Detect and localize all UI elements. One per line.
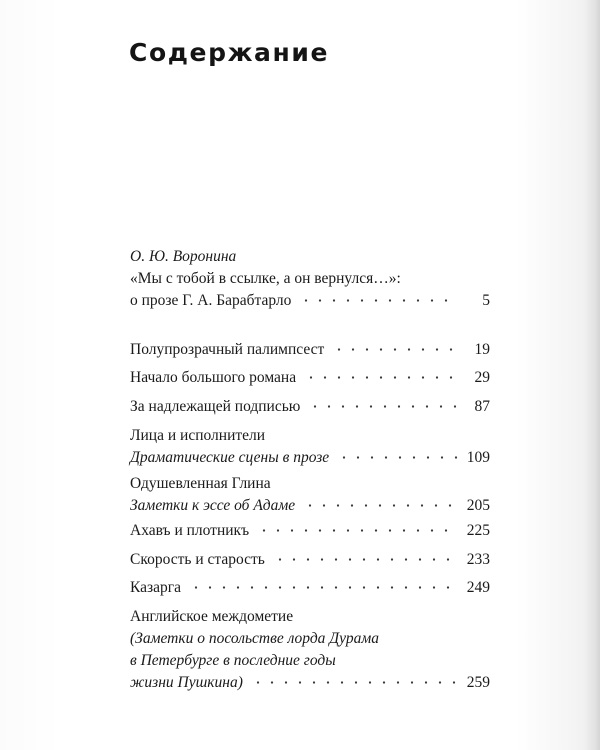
toc-entry: [130, 520, 490, 542]
toc-line: [130, 396, 490, 418]
page-title: Содержание: [129, 38, 330, 67]
toc-subtitle: Заметки к эссе об Адаме: [130, 497, 296, 514]
toc-title: Одушевленная Глина: [130, 475, 271, 492]
toc-entry: [130, 367, 490, 389]
dot-leader: [257, 529, 458, 532]
toc-subtitle: (Заметки о посольстве лорда Дурама: [130, 630, 379, 647]
toc-entry: [130, 606, 490, 694]
toc-title: Начало большого романа: [130, 369, 297, 386]
toc-subtitle: жизни Пушкина): [130, 674, 243, 691]
toc-page-number: 5: [482, 292, 490, 309]
toc-page-number: 249: [466, 579, 490, 596]
toc-title: Казарга: [130, 579, 182, 596]
toc-page-number: 19: [474, 341, 490, 358]
toc-page-number: 87: [474, 398, 490, 415]
toc-line: [130, 672, 490, 694]
toc-title: За надлежащей подписью: [130, 398, 301, 415]
toc-line: [130, 495, 490, 517]
toc-entry: [130, 425, 490, 469]
toc-line: [130, 628, 490, 650]
toc-title: «Мы с тобой в ссылке, а он вернулся…»:: [130, 270, 401, 287]
dot-leader: [189, 586, 458, 589]
toc-author: О. Ю. Воронина: [130, 248, 237, 265]
toc-title: Ахавъ и плотникъ: [130, 522, 250, 539]
toc-line: [130, 520, 490, 542]
toc-line: [130, 447, 490, 469]
toc-line: [130, 650, 490, 672]
toc-entry: [130, 473, 490, 517]
toc-line: [130, 367, 490, 389]
toc-entry: [130, 396, 490, 418]
toc-line: [130, 577, 490, 599]
toc-line: [130, 290, 490, 312]
toc-entry: [130, 339, 490, 361]
toc-page-number: 205: [466, 497, 490, 514]
toc-line: [130, 246, 490, 268]
toc-title: Скорость и старость: [130, 551, 265, 568]
dot-leader: [332, 348, 458, 351]
toc-page-number: 225: [466, 522, 490, 539]
dot-leader: [251, 681, 458, 684]
toc-title: Полупрозрачный палимпсест: [130, 341, 325, 358]
dot-leader: [337, 456, 458, 459]
toc-page-number: 109: [466, 449, 490, 466]
toc-subtitle: Драматические сцены в прозе: [130, 449, 330, 466]
toc-entry: [130, 549, 490, 571]
dot-leader: [299, 299, 458, 302]
toc-entry: [130, 577, 490, 599]
dot-leader: [308, 405, 458, 408]
toc-title: о прозе Г. А. Барабтарло: [130, 292, 292, 309]
dot-leader: [303, 504, 458, 507]
toc-line: [130, 473, 490, 495]
toc-page-number: 259: [466, 674, 490, 691]
page-edge-shadow: [584, 0, 600, 750]
toc-entry-preface: [130, 246, 490, 312]
dot-leader: [273, 558, 458, 561]
toc-title: Лица и исполнители: [130, 427, 266, 444]
toc-page-number: 233: [466, 551, 490, 568]
dot-leader: [304, 376, 458, 379]
toc-line: [130, 606, 490, 628]
toc-line: [130, 425, 490, 447]
toc-line: [130, 268, 490, 290]
toc-page-number: 29: [474, 369, 490, 386]
toc-line: [130, 339, 490, 361]
toc-subtitle: в Петербурге в последние годы: [130, 652, 336, 669]
toc-title: Английское междометие: [130, 608, 294, 625]
toc-line: [130, 549, 490, 571]
